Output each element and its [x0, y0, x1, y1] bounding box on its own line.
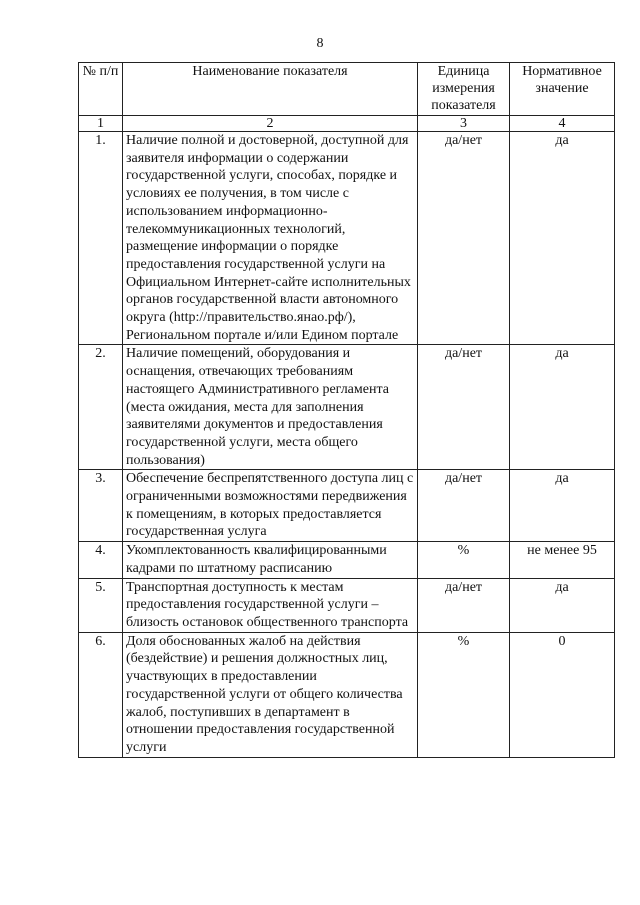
- indicator-norm: да: [510, 132, 615, 345]
- table-row: [79, 470, 615, 542]
- indicator-name: Наличие полной и достоверной, доступной для заявителя информации о содержании государственной услуги, способах, порядке и условиях ее получения, в том числе с использованием информационно-телекоммуникационных технологий, размещение информации о порядке предоставления государственной услуги на Официальном Интернет-сайте исполнительных органов государственной власти автономного округа (http://правительство.янао.рф/), Региональном портале и/или Едином портале: [123, 132, 418, 345]
- table-row: [79, 578, 615, 632]
- row-number: 1.: [79, 132, 123, 345]
- row-number: 5.: [79, 578, 123, 632]
- indicator-norm: да: [510, 578, 615, 632]
- indicator-norm: да: [510, 470, 615, 542]
- indicator-norm: 0: [510, 632, 615, 757]
- header-norm-value: Нормативное значение: [510, 63, 615, 116]
- header-unit: Единица измерения показателя: [418, 63, 510, 116]
- column-number-2: 2: [123, 116, 418, 132]
- page-number: 8: [316, 36, 324, 51]
- indicator-unit: да/нет: [418, 470, 510, 542]
- indicator-unit: %: [418, 632, 510, 757]
- row-number: 4.: [79, 542, 123, 578]
- table-row: [79, 345, 615, 470]
- row-number: 3.: [79, 470, 123, 542]
- indicator-name: Укомплектованность квалифицированными кадрами по штатному расписанию: [123, 542, 418, 578]
- column-number-4: 4: [510, 116, 615, 132]
- indicator-name: Доля обоснованных жалоб на действия (бездействие) и решения должностных лиц, участвующих в предоставлении государственной услуги от общего количества жалоб, поступивших в департамент в отношении предоставления государственной услуги: [123, 632, 418, 757]
- header-number: № п/п: [79, 63, 123, 116]
- indicators-table: [78, 62, 615, 758]
- indicator-unit: да/нет: [418, 132, 510, 345]
- column-number-3: 3: [418, 116, 510, 132]
- indicator-norm: не менее 95: [510, 542, 615, 578]
- indicator-unit: да/нет: [418, 578, 510, 632]
- table-row: [79, 632, 615, 757]
- indicator-unit: да/нет: [418, 345, 510, 470]
- indicator-name: Наличие помещений, оборудования и оснащения, отвечающих требованиям настоящего Административного регламента (места ожидания, места для заполнения заявителями документов и предоставления государственной услуги, места общего пользования): [123, 345, 418, 470]
- table-header-row: [79, 63, 615, 116]
- indicator-norm: да: [510, 345, 615, 470]
- row-number: 6.: [79, 632, 123, 757]
- indicator-unit: %: [418, 542, 510, 578]
- column-number-1: 1: [79, 116, 123, 132]
- indicator-name: Обеспечение беспрепятственного доступа лиц с ограниченными возможностями передвижения к помещениям, в которых предоставляется государственная услуга: [123, 470, 418, 542]
- row-number: 2.: [79, 345, 123, 470]
- table-row: [79, 132, 615, 345]
- column-number-row: [79, 116, 615, 132]
- header-indicator-name: Наименование показателя: [123, 63, 418, 116]
- indicator-name: Транспортная доступность к местам предоставления государственной услуги – близость остановок общественного транспорта: [123, 578, 418, 632]
- table-row: [79, 542, 615, 578]
